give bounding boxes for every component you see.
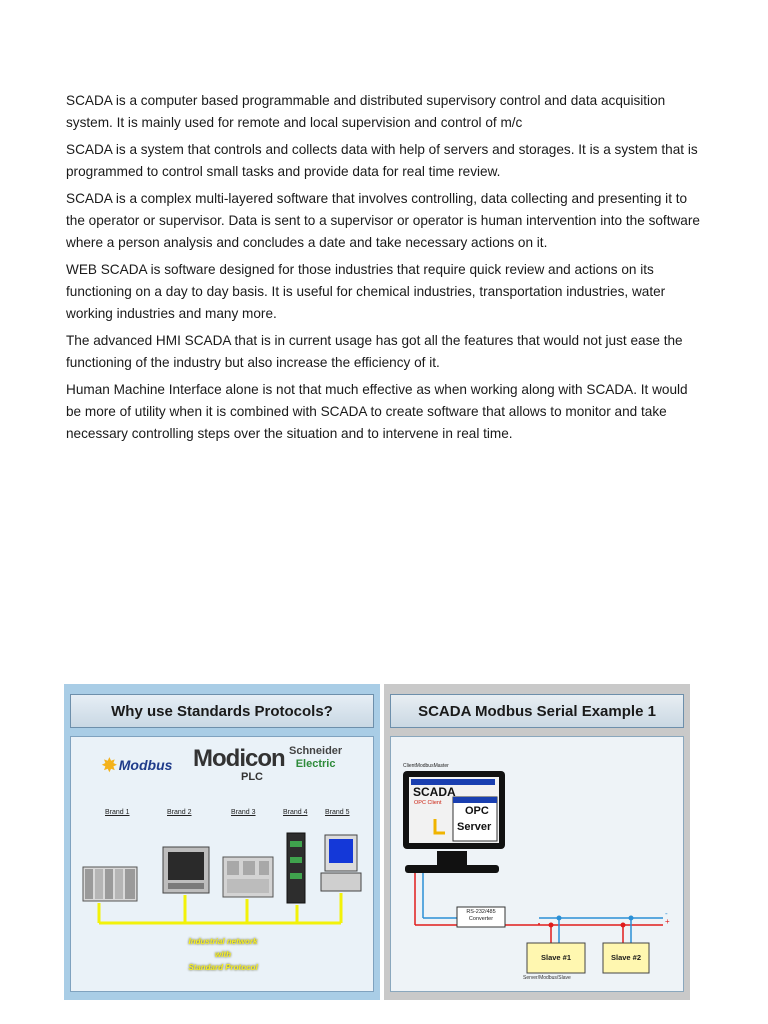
slave-2-label: Slave #2 — [610, 953, 642, 962]
network-label-line-1: Industrial network — [188, 937, 258, 946]
network-label-line-2: with — [215, 950, 231, 959]
paragraph-1: SCADA is a computer based programmable and distributed supervisory control and data acquisition system. It is mainly used for remote and local supervision and control of m/c — [66, 93, 666, 130]
modbus-star-icon: ✸ — [101, 755, 118, 777]
converter-label-line-2: Converter — [468, 916, 494, 922]
converter-label-line-1: RS-232/485 — [466, 909, 496, 915]
junction-dot — [621, 923, 626, 928]
junction-dot — [549, 923, 554, 928]
paragraph-2: SCADA is a system that controls and collects data with help of servers and storages. It is a system that is programmed to control small tasks and provide data for real time review. — [66, 142, 698, 179]
junction-dot — [629, 916, 634, 921]
minus-label: - — [665, 909, 668, 918]
server-label: Server — [457, 821, 492, 833]
modbus-figure — [384, 684, 690, 1000]
brand-label-3: Brand 3 — [231, 809, 256, 816]
modicon-logo: Modicon — [193, 745, 285, 772]
document-text — [66, 90, 706, 450]
protocols-panel — [70, 736, 374, 992]
opc-client-label: OPC Client — [414, 800, 442, 806]
protocols-figure-title: Why use Standards Protocols? — [70, 694, 374, 728]
network-label — [163, 935, 283, 974]
slave-caption: Server/Modbus/Slave — [523, 975, 571, 981]
brand-label-2: Brand 2 — [167, 809, 192, 816]
slave-1-label: Slave #1 — [540, 953, 572, 962]
plc-rack-icon — [83, 867, 137, 901]
io-module-icon — [223, 857, 273, 897]
drive-rack-icon — [287, 833, 305, 903]
scada-label: SCADA — [413, 785, 456, 799]
paragraph-5: The advanced HMI SCADA that is in current usage has got all the features that would not just ease the functioning of the industry but also increase the efficiency of it. — [66, 333, 683, 370]
modicon-plc-label: PLC — [241, 771, 263, 783]
brand-label-4: Brand 4 — [283, 809, 308, 816]
paragraph-6: Human Machine Interface alone is not that much effective as when working along with SCADA. It would be more of utility when it is combined with SCADA to create software that allows to monitor and take necessary controlling steps over the situation and to intervene in real time. — [66, 382, 688, 441]
computer-icon — [321, 835, 361, 891]
serial-bus-lines — [415, 873, 663, 943]
brand-label-5: Brand 5 — [325, 809, 350, 816]
client-window-caption: ClientModbusMaster — [403, 763, 449, 769]
hmi-panel-icon — [163, 847, 209, 893]
opc-server-window — [453, 797, 497, 841]
junction-dot — [557, 916, 562, 921]
paragraph-3: SCADA is a complex multi-layered software that involves controlling, data collecting and presenting it to the operator or supervisor. Data is sent to a supervisor or operator is human intervention into the software where a person analysis and concludes a date and take necessary actions on it. — [66, 191, 700, 250]
schneider-logo-text: Schneider — [289, 745, 343, 757]
paragraph-4: WEB SCADA is software designed for those industries that require quick review and actions on its functioning on a day to day basis. It is useful for chemical industries, transportation industries, water working industries and many more. — [66, 262, 666, 321]
protocols-figure — [64, 684, 380, 1000]
modbus-logo-text: Modbus — [118, 757, 173, 773]
modbus-figure-title: SCADA Modbus Serial Example 1 — [390, 694, 684, 728]
modbus-panel — [390, 736, 684, 992]
electric-logo-text: Electric — [295, 758, 336, 770]
plus-label: + — [665, 917, 670, 926]
converter-label — [459, 909, 503, 923]
opc-label: OPC — [465, 805, 489, 817]
network-label-line-3: Standard Protocol — [188, 963, 258, 972]
brand-label-1: Brand 1 — [105, 809, 130, 816]
